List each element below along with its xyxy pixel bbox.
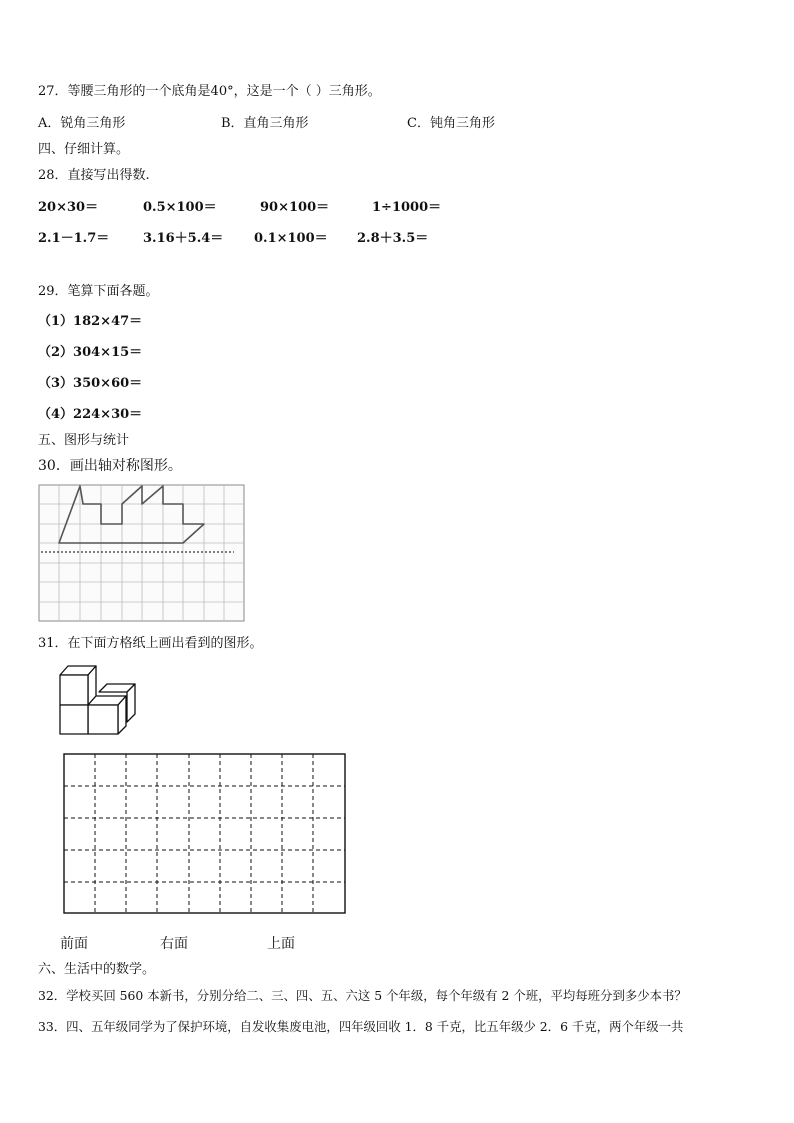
q27-stem: 27．等腰三角形的一个底角是40°，这是一个（ ）三角形。 <box>38 84 381 99</box>
q28-item: 0.5×100＝ <box>143 200 217 215</box>
q31-stem: 31．在下面方格纸上画出看到的图形。 <box>38 636 263 651</box>
q28-item: 20×30＝ <box>38 200 99 215</box>
q29-item: （2）304×15＝ <box>38 345 143 360</box>
q31-drawing-grid <box>63 753 348 916</box>
q31-cube-stack-figure <box>55 662 140 736</box>
view-label-right: 右面 <box>160 936 188 952</box>
q28-item: 2.8＋3.5＝ <box>357 231 429 246</box>
q29-item: （3）350×60＝ <box>38 376 143 391</box>
q29-stem: 29．笔算下面各题。 <box>38 284 159 299</box>
q28-item: 0.1×100＝ <box>254 231 328 246</box>
view-label-front: 前面 <box>60 936 88 952</box>
q30-grid-figure <box>38 484 246 624</box>
section-4-heading: 四、仔细计算。 <box>38 142 130 157</box>
section-5-heading: 五、图形与统计 <box>38 433 130 448</box>
q27-option-b: B．直角三角形 <box>221 116 309 131</box>
q29-item: （1）182×47＝ <box>38 314 143 329</box>
q28-item: 90×100＝ <box>260 200 330 215</box>
section-6-heading: 六、生活中的数学。 <box>38 962 156 977</box>
view-label-top: 上面 <box>267 936 295 952</box>
q30-stem: 30．画出轴对称图形。 <box>38 458 182 474</box>
q27-option-a: A．锐角三角形 <box>38 116 126 131</box>
q32-stem: 32．学校买回 560 本新书，分别分给二、三、四、五、六这 5 个年级，每个年级有 2 个班，平均每班分到多少本书？ <box>38 988 687 1003</box>
q28-item: 2.1－1.7＝ <box>38 231 110 246</box>
q29-item: （4）224×30＝ <box>38 407 143 422</box>
q27-option-c: C．钝角三角形 <box>407 116 495 131</box>
q33-stem: 33．四、五年级同学为了保护环境，自发收集废电池，四年级回收 1．8 千克，比五年级少 2．6 千克，两个年级一共 <box>38 1019 684 1034</box>
q28-item: 3.16＋5.4＝ <box>143 231 224 246</box>
q28-stem: 28．直接写出得数. <box>38 168 150 183</box>
q28-item: 1÷1000＝ <box>372 200 442 215</box>
